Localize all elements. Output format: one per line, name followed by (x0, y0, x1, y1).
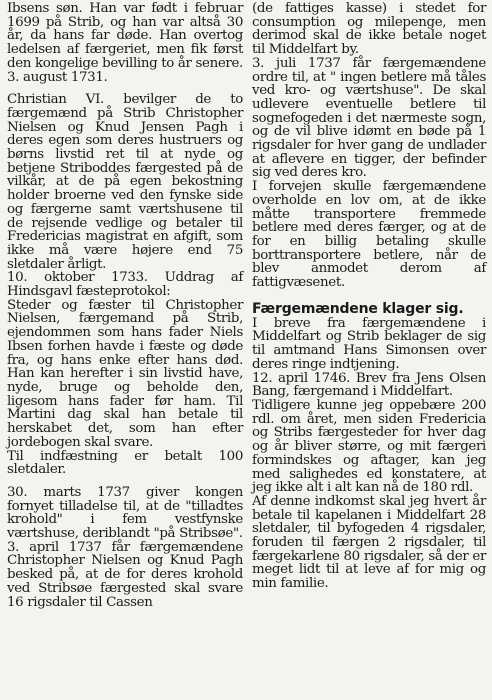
paragraph: 30. marts 1737 giver kongen fornyet tilladelse til, at de "tilladtes krohold" i fem vestfynske værtshuse, deriblandt "på Stribsøe". (7, 484, 243, 542)
paragraph: 3. juli 1737 får færgemændene ordre til, at " ingen betlere må tåles ved kro- og værtshuse". De skal udlevere eventuelle betlere til sognefogeden i det nærmeste sogn, og de vil blive idømt en bøde på 1 rigsdaler for hver gang de undlader at aflevere en tigger, der befinder sig ved deres kro. (252, 55, 486, 181)
paragraph: 12. april 1746. Brev fra Jens Olsen Bang, færgemand i Middelfart. (252, 370, 486, 400)
paragraph: (de fattiges kasse) i stedet for consumption og milepenge, men derimod skal de ikke betale noget til Middelfart by. (252, 1, 486, 58)
paragraph: Christian VI. bevilger de to færgemænd på Strib Christopher Nielsen og Knud Jensen Pagh i deres egen som deres hustruers og børns livstid ret til at nyde og betjene Striboddes færgested på de vilkår, at de på egen bekostning holder broerne ved den fynske side og færgerne samt værtshusene til de rejsende vedlige og betaler til Fredericias magistrat en afgift, som ikke må være højere end 75 sletdaler årligt. (7, 92, 243, 272)
left-column (7, 2, 243, 609)
paragraph: 10. oktober 1733. Uddrag af Hindsgavl fæsteprotokol: (7, 270, 243, 300)
paragraph: Steder og fæster til Christopher Nielsen, færgemand på Strib, ejendommen som hans fader Niels Ibsen forhen havde i fæste og døde fra, og hans enke efter hans død. Han kan herefter i sin livstid have, nyde, bruge og beholde den, ligesom hans fader før ham. Til Martini dag skal han betale til herskabet det, som han efter jordebogen skal svare. (7, 297, 243, 450)
paragraph: I breve fra færgemændene i Middelfart og Strib beklager de sig til amtmand Hans Simonsen over deres ringe indtjening. (252, 315, 486, 372)
paragraph: Ibsens søn. Han var født i februar 1699 på Strib, og han var altså 30 år, da hans far døde. Han overtog ledelsen af færgeriet, men fik først den kongelige bevilling to år senere. (7, 1, 243, 71)
paragraph: Af denne indkomst skal jeg hvert år betale til kapelanen i Middelfart 28 sletdaler, til byfogeden 4 rigsdaler, foruden til færgen 2 rigsdaler, til færgekarlene 80 rigsdaler, så der er meget lidt til at leve af for mig og min familie. (252, 493, 486, 592)
paragraph: I forvejen skulle færgemændene overholde en lov om, at de ikke måtte transportere fremmede betlere med deres færger, og at de for en billig betaling skulle borttransportere betlere, når de blev anmodet derom af fattigvæsenet. (252, 179, 486, 291)
date-line: 3. august 1731. (7, 69, 108, 85)
paragraph: Tidligere kunne jeg oppebære 200 rdl. om året, men siden Fredericia og Stribs færgesteder for hver dag og år bliver større, og mit færgeri formindskes og aftager, kan jeg med salighedes ed konstatere, at jeg ikke alt i alt kan nå de 180 rdl. (252, 397, 486, 496)
right-column (252, 2, 486, 591)
section-heading: Færgemændene klager sig. (252, 300, 464, 317)
paragraph: 3. april 1737 får færgemændene Christopher Nielsen og Knud Pagh besked på, at de for deres krohold ved Stribsøe færgested skal svare 16 rigsdaler til Cassen (7, 539, 243, 610)
paragraph: Til indfæstning er betalt 100 sletdaler. (7, 448, 243, 478)
